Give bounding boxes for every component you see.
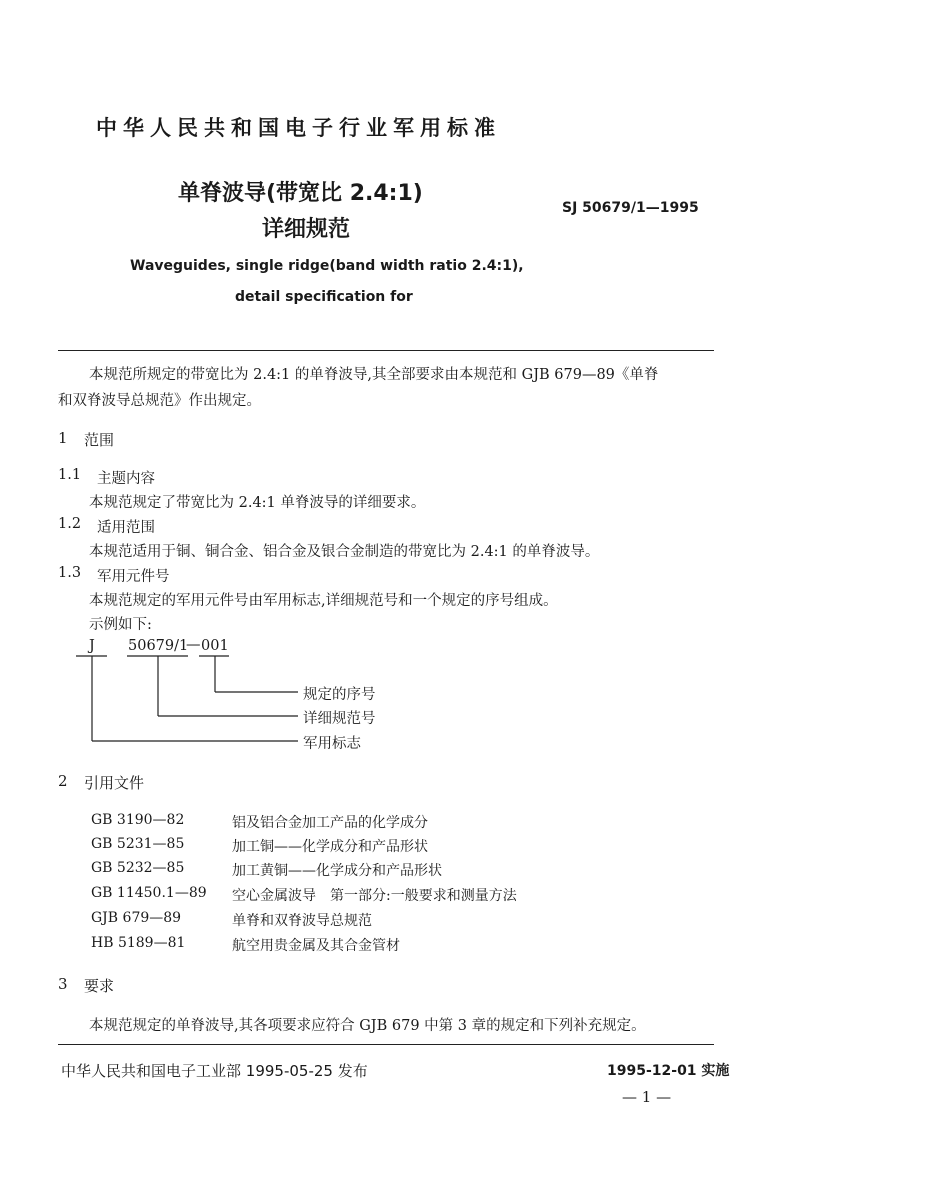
example-label: 示例如下: — [89, 617, 152, 633]
reference-title: 航空用贵金属及其合金管材 — [232, 938, 400, 954]
reference-code: GJB 679—89 — [91, 910, 182, 926]
english-title-line1: Waveguides, single ridge(band width ratio 2.4:1), — [130, 258, 524, 274]
section-1-2-text: 本规范适用于铜、铜合金、铝合金及银合金制造的带宽比为 2.4:1 的单脊波导。 — [89, 544, 600, 560]
effective-date: 1995-12-01 实施 — [607, 1063, 730, 1079]
reference-title: 加工黄铜——化学成分和产品形状 — [232, 863, 442, 879]
section-1-3-text: 本规范规定的军用元件号由军用标志,详细规范号和一个规定的序号组成。 — [89, 593, 558, 609]
section-1-title: 范围 — [84, 431, 115, 449]
english-title-line2: detail specification for — [235, 289, 413, 305]
document-title-line2: 详细规范 — [262, 217, 351, 242]
intro-line1: 本规范所规定的带宽比为 2.4:1 的单脊波导,其全部要求由本规范和 GJB 679—89《单脊 — [89, 367, 659, 383]
reference-title: 加工铜——化学成分和产品形状 — [232, 839, 428, 855]
part-spec-number: 50679/1 — [128, 638, 189, 654]
section-3-text: 本规范规定的单脊波导,其各项要求应符合 GJB 679 中第 3 章的规定和下列补充规定。 — [89, 1018, 646, 1034]
footer-divider — [58, 1044, 714, 1045]
section-3-title: 要求 — [84, 977, 115, 995]
part-dash: — — [186, 637, 201, 653]
section-2-title: 引用文件 — [84, 774, 145, 792]
section-1-3-title: 军用元件号 — [97, 569, 170, 585]
page-number: — 1 — — [622, 1088, 672, 1106]
section-1-3-number: 1.3 — [58, 565, 82, 581]
label-military-mark: 军用标志 — [303, 736, 361, 752]
section-1-2-number: 1.2 — [58, 516, 82, 532]
section-1-1-title: 主题内容 — [97, 471, 155, 487]
reference-code: GB 3190—82 — [91, 812, 185, 828]
reference-code: GB 5231—85 — [91, 836, 185, 852]
section-1-1-number: 1.1 — [58, 467, 82, 483]
label-serial: 规定的序号 — [303, 687, 376, 703]
part-serial-number: 001 — [201, 638, 229, 654]
part-prefix: J — [89, 638, 95, 654]
reference-title: 铝及铝合金加工产品的化学成分 — [232, 815, 428, 831]
standard-number: SJ 50679/1—1995 — [562, 200, 699, 216]
section-1-number: 1 — [58, 429, 68, 447]
reference-code: GB 11450.1—89 — [91, 885, 207, 901]
intro-line2: 和双脊波导总规范》作出规定。 — [58, 393, 261, 409]
label-spec-number: 详细规范号 — [303, 711, 376, 727]
reference-title: 单脊和双脊波导总规范 — [232, 913, 372, 929]
section-1-2-title: 适用范围 — [97, 520, 155, 536]
section-1-1-text: 本规范规定了带宽比为 2.4:1 单脊波导的详细要求。 — [89, 495, 426, 511]
reference-title: 空心金属波导 第一部分:一般要求和测量方法 — [232, 888, 517, 904]
issuer-line: 中华人民共和国电子工业部 1995-05-25 发布 — [61, 1062, 368, 1080]
reference-code: HB 5189—81 — [91, 935, 186, 951]
standard-category-title: 中华人民共和国电子行业军用标准 — [96, 116, 501, 140]
section-2-number: 2 — [58, 772, 68, 790]
reference-code: GB 5232—85 — [91, 860, 185, 876]
document-title-line1: 单脊波导(带宽比 2.4:1) — [178, 181, 423, 206]
section-3-number: 3 — [58, 975, 68, 993]
